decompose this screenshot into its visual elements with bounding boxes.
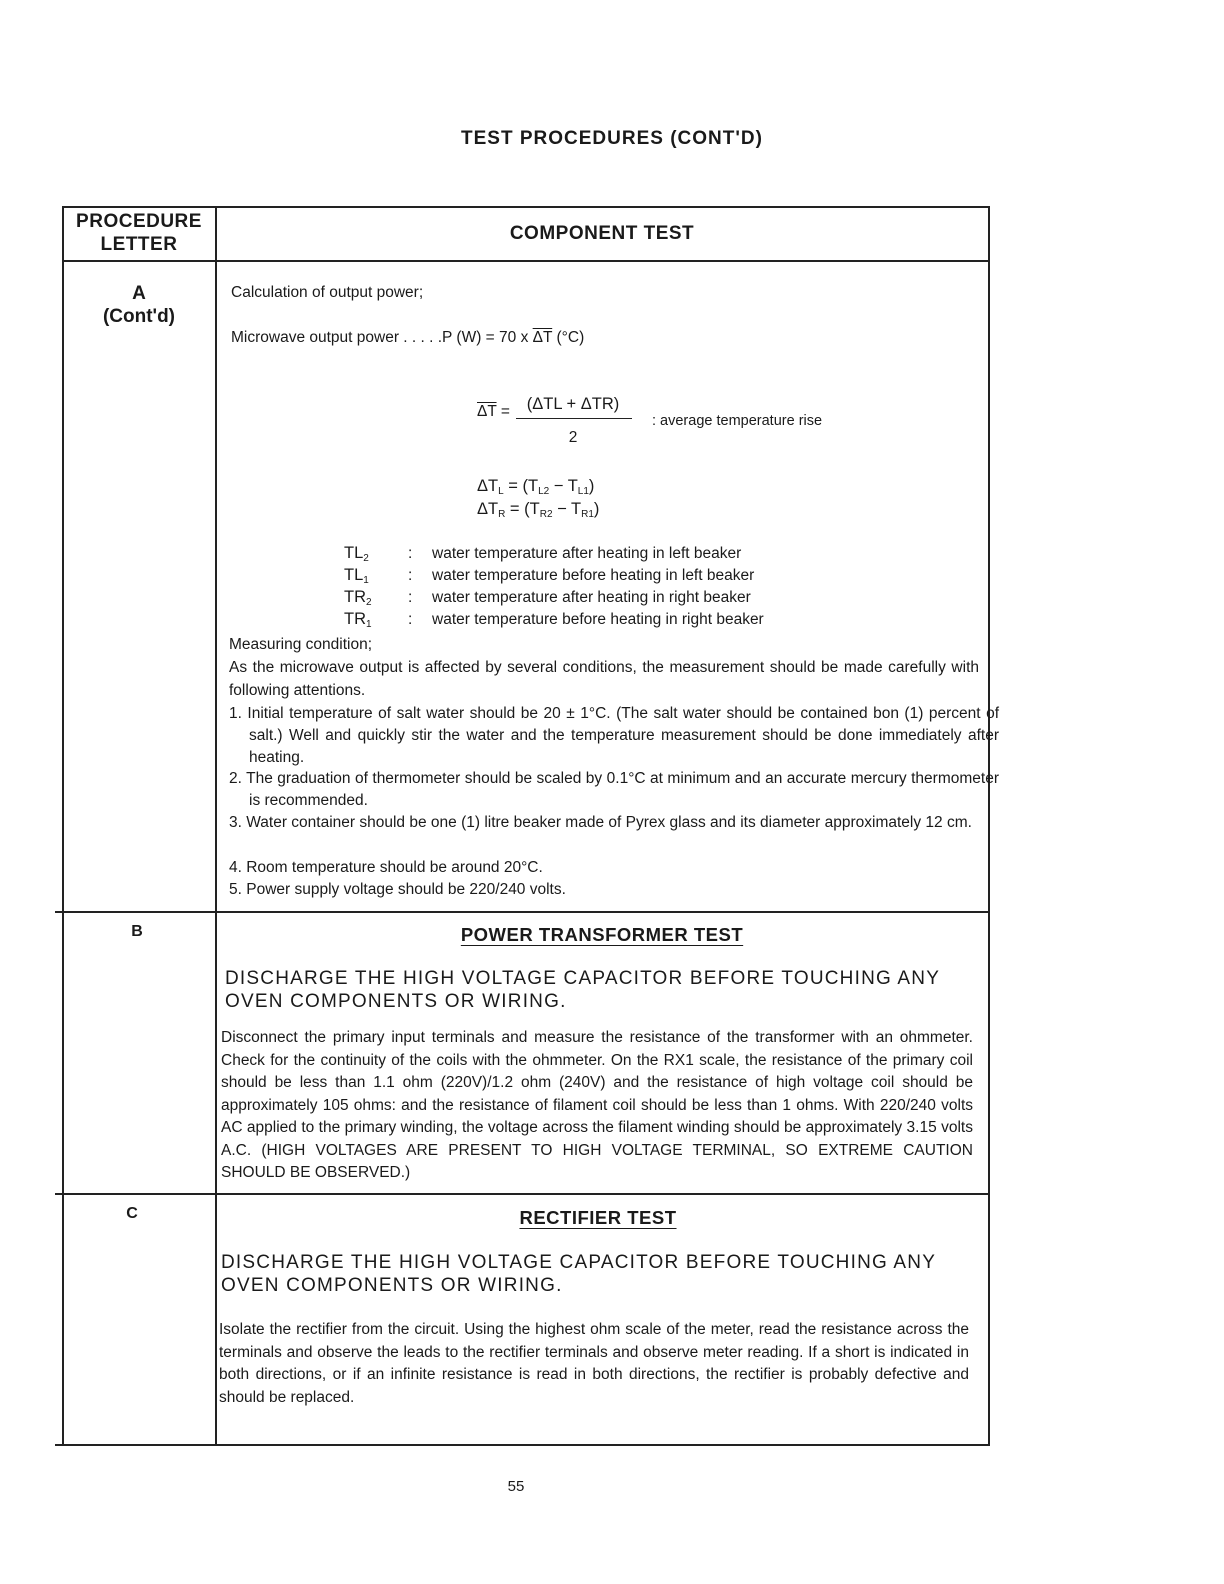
table-bottom-border	[55, 1444, 989, 1446]
measuring-title: Measuring condition;	[229, 636, 373, 653]
def-desc: water temperature before heating in right beaker	[432, 611, 764, 628]
eq-l-lhs: ΔT	[477, 477, 499, 495]
avg-equals: =	[496, 403, 510, 420]
section-a-letter-label: A	[132, 283, 146, 304]
section-c-body: Isolate the rectifier from the circuit. Using the highest ohm scale of the meter, read the resistance across the terminals and observe the leads to the rectifier terminals and observe meter reading. If a short is indicated in both directions, or if an infinite resistance is read in both directions, the rectifier is probably defective and should be replaced.	[219, 1321, 969, 1406]
avg-formula-lhs	[477, 401, 510, 423]
avg-note: : average temperature rise	[652, 413, 823, 429]
condition-item: 1. Initial temperature of salt water should be 20 ± 1°C. (The salt water should be contained bon (1) percent of salt.) Well and quickly stir the water and the temperature measurement should be done immediately after heating.	[229, 705, 999, 766]
definition-row	[344, 544, 741, 564]
formula-delta-t: $\overline{\Delta T}$	[532, 329, 553, 346]
header-procedure-line1: PROCEDURE	[76, 211, 202, 232]
condition-item: 5. Power supply voltage should be 220/240 volts.	[229, 881, 566, 898]
fraction-bar	[516, 418, 632, 419]
header-procedure-letter	[62, 210, 216, 256]
section-a-letter-note: (Cont'd)	[102, 306, 176, 327]
eq-r-b-sub: R1	[581, 509, 594, 520]
condition-item: 3. Water container should be one (1) litre beaker made of Pyrex glass and its diameter approximately 12 cm.	[229, 814, 972, 831]
eq-r-lhs-sub: R	[498, 509, 506, 520]
header-component-test: COMPONENT TEST	[509, 223, 695, 244]
row-divider-a-b	[55, 911, 989, 913]
def-symbol: TL	[344, 566, 364, 584]
section-b-title	[216, 924, 988, 946]
eq-r-a-sub: R2	[539, 509, 553, 520]
def-colon: :	[408, 567, 413, 584]
eq-r-lhs: ΔT	[477, 500, 499, 518]
avg-lhs-symbol: $\overline{\Delta T}$	[477, 403, 497, 420]
def-symbol: TR	[344, 610, 366, 628]
def-colon: :	[408, 589, 413, 606]
avg-numerator: (ΔTL + ΔTR)	[526, 395, 620, 413]
def-sub: 1	[363, 575, 369, 586]
section-c-title	[216, 1207, 980, 1229]
def-desc: water temperature after heating in right beaker	[432, 589, 751, 606]
eq-l-end: )	[588, 477, 595, 495]
eq-r-minus: − T	[552, 500, 582, 518]
header-procedure-line2: LETTER	[100, 234, 178, 255]
formula-prefix: Microwave output power . . . . .P (W) = 70 x	[231, 329, 533, 346]
definition-row	[344, 610, 764, 630]
def-symbol: TR	[344, 588, 366, 606]
section-b-body: Disconnect the primary input terminals and measure the resistance of the transformer with an ohmmeter. Check for the continuity of the coils with the ohmmeter. On the RX1 scale, the resistance of the primary coil should be less than 1.1 ohm (220V)/1.2 ohm (240V) and the resistance of high voltage coil should be approximately 105 ohms: and the resistance of filament coil should be less than 1 ohms. With 220/240 volts AC applied to the primary winding, the voltage across the filament winding should be approximately 3.15 volts A.C. (HIGH VOLTAGES ARE PRESENT TO HIGH VOLTAGE TERMINAL, SO EXTREME CAUTION SHOULD BE OBSERVED.)	[221, 1029, 973, 1181]
eq-r-mid: = (T	[505, 500, 540, 518]
def-sub: 1	[366, 619, 372, 630]
eq-l-b-sub: L1	[577, 486, 589, 497]
section-b-title-text: POWER TRANSFORMER TEST	[460, 924, 744, 945]
def-colon: :	[408, 611, 413, 628]
section-b-warning: DISCHARGE THE HIGH VOLTAGE CAPACITOR BEFORE TOUCHING ANY OVEN COMPONENTS OR WIRING.	[225, 968, 940, 1012]
section-c-letter: C	[126, 1205, 138, 1222]
section-c-warning: DISCHARGE THE HIGH VOLTAGE CAPACITOR BEFORE TOUCHING ANY OVEN COMPONENTS OR WIRING.	[221, 1252, 936, 1296]
section-a-intro: Calculation of output power;	[231, 284, 424, 301]
table-header-divider	[62, 260, 989, 262]
eq-l-lhs-sub: L	[498, 486, 504, 497]
def-desc: water temperature before heating in left beaker	[432, 567, 755, 584]
page-title: TEST PROCEDURES (CONT'D)	[461, 128, 763, 149]
definition-row	[344, 588, 751, 608]
delta-tr-equation	[477, 498, 599, 526]
eq-l-minus: − T	[549, 477, 578, 495]
table-divider-vertical	[215, 206, 217, 1446]
output-power-formula	[231, 327, 584, 349]
formula-suffix: (°C)	[552, 329, 585, 346]
def-colon: :	[408, 545, 413, 562]
page-number: 55	[507, 1478, 525, 1495]
def-sub: 2	[363, 553, 369, 564]
def-sub: 2	[366, 597, 372, 608]
condition-item: 4. Room temperature should be around 20°C.	[229, 859, 543, 876]
section-c-title-text: RECTIFIER TEST	[519, 1207, 677, 1228]
eq-l-a-sub: L2	[538, 486, 550, 497]
table-top-border	[62, 206, 989, 208]
measuring-text: As the microwave output is affected by several conditions, the measurement should be made carefully with following attentions.	[229, 659, 979, 699]
def-desc: water temperature after heating in left beaker	[432, 545, 742, 562]
def-symbol: TL	[344, 544, 364, 562]
definition-row	[344, 566, 754, 586]
avg-denominator: 2	[568, 429, 578, 446]
eq-l-mid: = (T	[503, 477, 539, 495]
row-divider-b-c	[55, 1193, 989, 1195]
condition-item: 2. The graduation of thermometer should be scaled by 0.1°C at minimum and an accurate mercury thermometer is recommended.	[229, 770, 999, 809]
section-b-letter: B	[131, 923, 143, 940]
table-left-border	[62, 206, 64, 1446]
section-a-letter	[62, 282, 216, 328]
eq-r-end: )	[593, 500, 600, 518]
